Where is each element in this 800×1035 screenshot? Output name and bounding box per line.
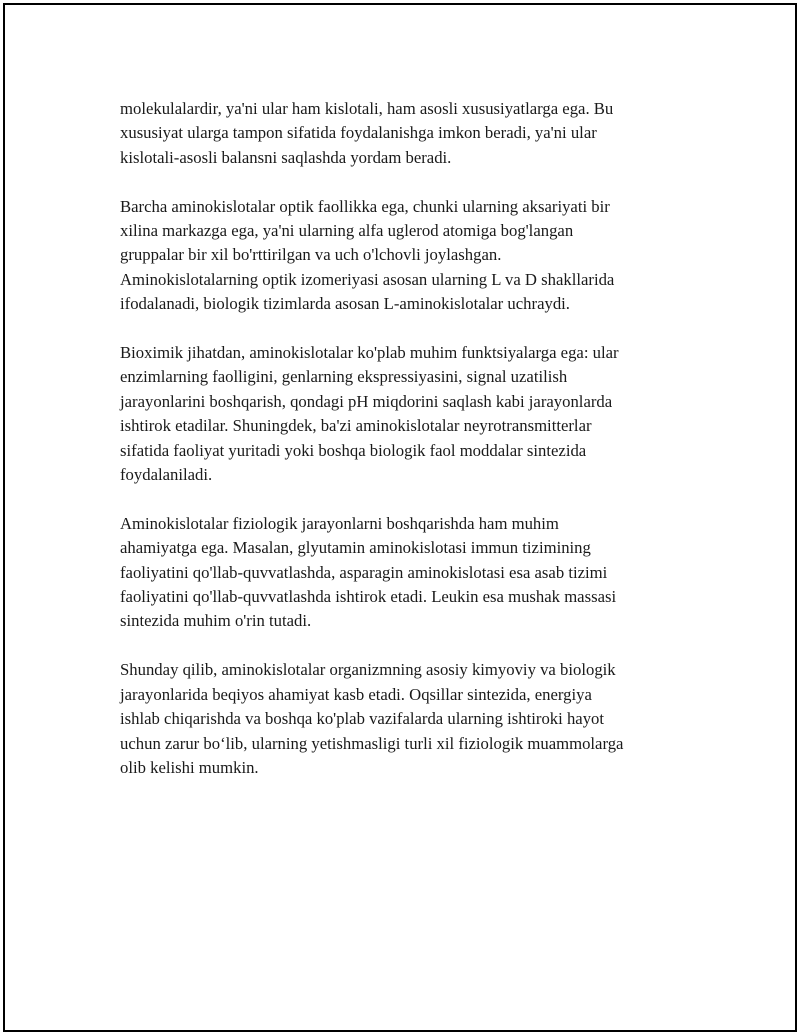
paragraph-3: Bioximik jihatdan, aminokislotalar ko'plab muhim funktsiyalarga ega: ular enzimlarning faolligini, genlarning ekspressiyasini, signal uzatilish jarayonlarini boshqarish, qondagi pH miqdorini saqlash kabi jarayonlarda ishtirok etadilar. Shuningdek, ba'zi aminokislotalar neyrotransmitterlar sifatida faoliyat yuritadi yoki boshqa biologik faol moddalar sintezida foydalaniladi. <box>120 343 619 485</box>
document-body <box>120 97 690 805</box>
paragraph-2: Barcha aminokislotalar optik faollikka ega, chunki ularning aksariyati bir xilina markazga ega, ya'ni ularning alfa uglerod atomiga bog'langan gruppalar bir xil bo'rttirilgan va uch o'lchovli joylashgan. Aminokislotalarning optik izomeriyasi asosan ularning L va D shakllarida ifodalanadi, biologik tizimlarda asosan L-aminokislotalar uchraydi. <box>120 196 615 314</box>
paragraph-1: molekulalardir, ya'ni ular ham kislotali, ham asosli xususiyatlarga ega. Bu xususiyat ularga tampon sifatida foydalanishga imkon beradi, ya'ni ular kislotali-asosli balansni saqlashda yordam beradi. <box>120 99 614 167</box>
paragraph-5: Shunday qilib, aminokislotalar organizmning asosiy kimyoviy va biologik jarayonlarida beqiyos ahamiyat kasb etadi. Oqsillar sintezida, energiya ishlab chiqarishda va boshqa ko'plab vazifalarda ularning ishtiroki hayot uchun zarur bo‘lib, ularning yetishmasligi turli xil fiziologik muammolarga olib kelishi mumkin. <box>120 660 624 777</box>
document-page <box>3 3 797 1032</box>
paragraph-4: Aminokislotalar fiziologik jarayonlarni boshqarishda ham muhim ahamiyatga ega. Masalan, glyutamin aminokislotasi immun tizimining faoliyatini qo'llab-quvvatlashda, asparagin aminokislotasi esa asab tizimi faoliyatini qo'llab-quvvatlashda ishtirok etadi. Leukin esa mushak massasi sintezida muhim o'rin tutadi. <box>120 513 617 631</box>
